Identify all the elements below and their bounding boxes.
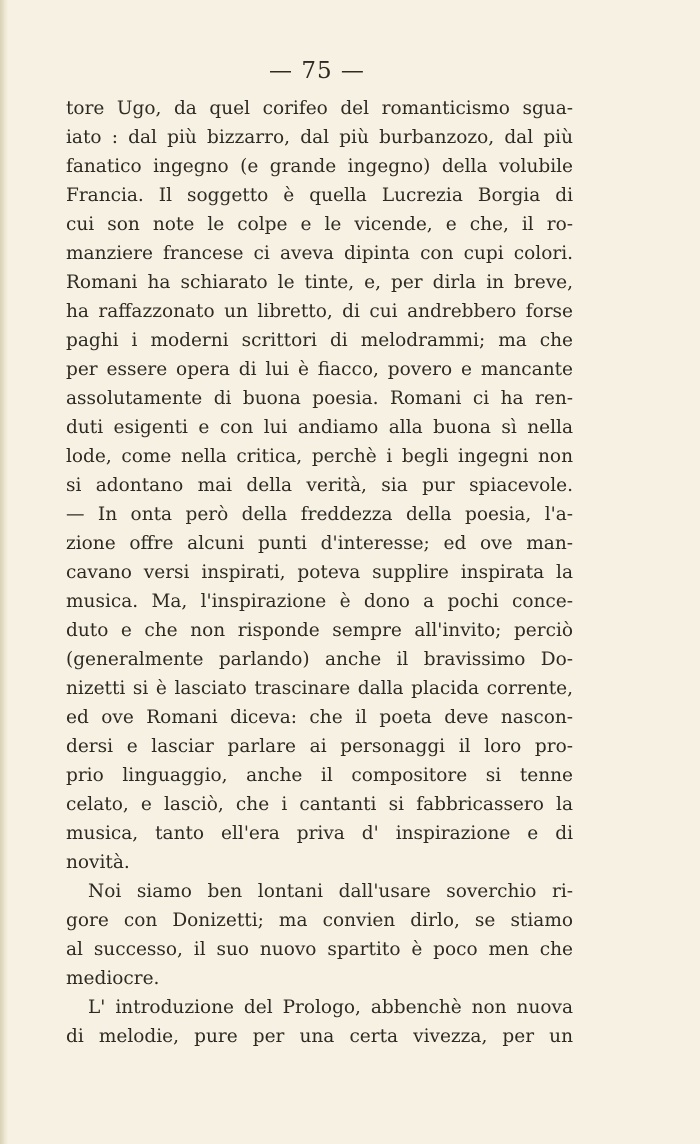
text-line: gore con Donizetti; ma convien dirlo, se stiamo <box>66 910 573 931</box>
text-line: prio linguaggio, anche il compositore si tenne <box>66 765 573 786</box>
text-line: manziere francese ci aveva dipinta con cupi colori. <box>66 243 573 264</box>
text-line: ha raffazzonato un libretto, di cui andrebbero forse <box>66 301 573 322</box>
text-line: tore Ugo, da quel corifeo del romanticismo sgua- <box>66 98 573 119</box>
text-line: assolutamente di buona poesia. Romani ci ha ren- <box>66 388 573 409</box>
text-line: si adontano mai della verità, sia pur spiacevole. <box>66 475 573 496</box>
text-line: (generalmente parlando) anche il bravissimo Do- <box>66 649 573 670</box>
text-line: paghi i moderni scrittori di melodrammi; ma che <box>66 330 573 351</box>
text-line: L' introduzione del Prologo, abbenchè non nuova <box>88 997 573 1018</box>
text-line: fanatico ingegno (e grande ingegno) della volubile <box>66 156 573 177</box>
text-line: dersi e lasciar parlare ai personaggi il loro pro- <box>66 736 573 757</box>
text-line: cavano versi inspirati, poteva supplire inspirata la <box>66 562 573 583</box>
text-line: duto e che non risponde sempre all'invito; perciò <box>66 620 573 641</box>
text-line: celato, e lasciò, che i cantanti si fabbricassero la <box>66 794 573 815</box>
page-spine-shadow <box>0 0 8 1144</box>
text-line: di melodie, pure per una certa vivezza, per un <box>66 1026 573 1047</box>
text-line: nizetti si è lasciato trascinare dalla placida corrente, <box>66 678 573 699</box>
text-line: musica, tanto ell'era priva d' inspirazione e di <box>66 823 573 844</box>
text-line: mediocre. <box>66 968 160 989</box>
text-line: Francia. Il soggetto è quella Lucrezia Borgia di <box>66 185 573 206</box>
text-line: ed ove Romani diceva: che il poeta deve nascon- <box>66 707 573 728</box>
text-line: duti esigenti e con lui andiamo alla buona sì nella <box>66 417 573 438</box>
text-line: Noi siamo ben lontani dall'usare soverchio ri- <box>88 881 573 902</box>
text-line: iato : dal più bizzarro, dal più burbanzozo, dal più <box>66 127 573 148</box>
text-line: per essere opera di lui è fiacco, povero e mancante <box>66 359 573 380</box>
text-line: novità. <box>66 852 130 873</box>
text-line: — In onta però della freddezza della poesia, l'a- <box>66 504 573 525</box>
text-line: Romani ha schiarato le tinte, e, per dirla in breve, <box>66 272 573 293</box>
text-line: musica. Ma, l'inspirazione è dono a pochi conce- <box>66 591 573 612</box>
body-text <box>66 94 573 1051</box>
text-line: cui son note le colpe e le vicende, e che, il ro- <box>66 214 573 235</box>
page-number: — 75 — <box>269 58 365 84</box>
text-line: lode, come nella critica, perchè i begli ingegni non <box>66 446 573 467</box>
text-line: zione offre alcuni punti d'interesse; ed ove man- <box>66 533 573 554</box>
text-line: al successo, il suo nuovo spartito è poco men che <box>66 939 573 960</box>
